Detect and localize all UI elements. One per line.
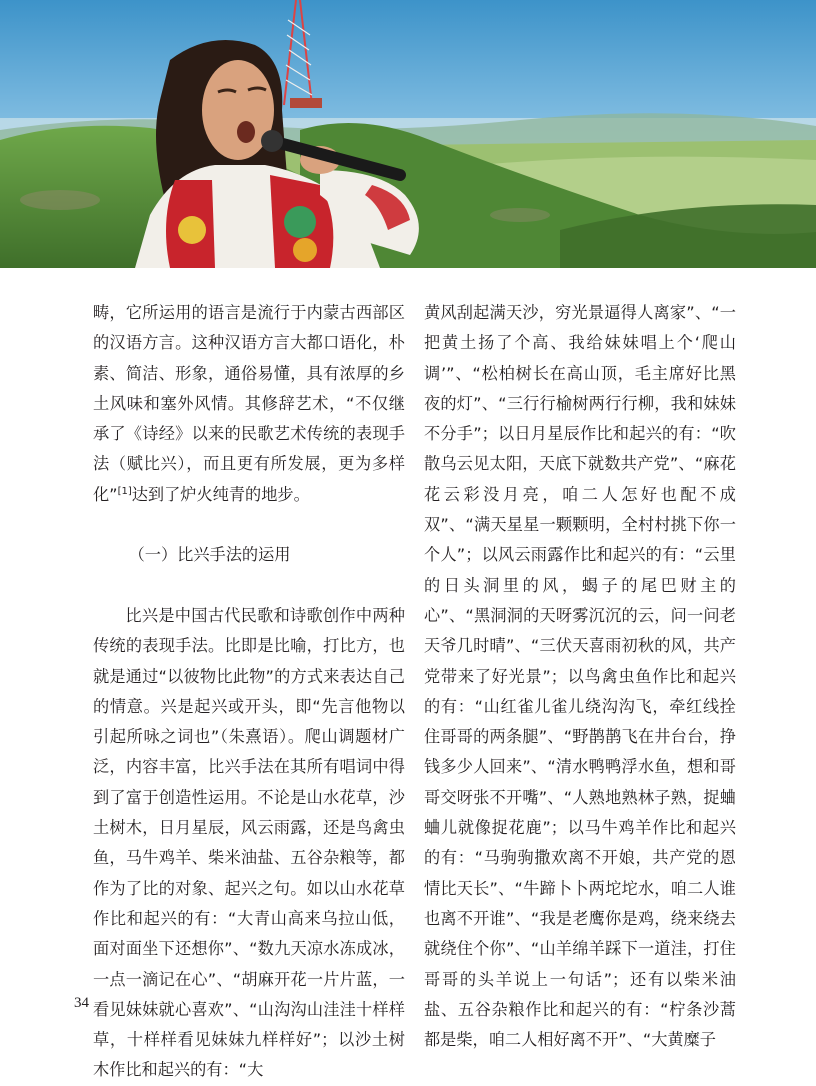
body-paragraph-continued: 黄风刮起满天沙，穷光景逼得人离家”、“一把黄土扬了个高、我给妹妹唱上个‘爬山调’”、“松柏树长在高山顶，毛主席好比黑夜的灯”、“三行行榆树两行行柳，我和妹妹不分手”；以日月星辰作比和起兴的有：“吹散乌云见太阳，天底下就数共产党”、“麻花花云彩没月亮，咱二人怎好也配不成双”、“满天星星一颗颗明，全村村挑下你一个人”；以风云雨露作比和起兴的有：“云里的日头洞里的风，蝎子的尾巴财主的心”、“黑洞洞的天呀雾沉沉的云，问一问老天爷几时晴”、“三伏天喜雨初秋的风，共产党带来了好光景”；以鸟禽虫鱼作比和起兴的有：“山红雀儿雀儿绕沟沟飞，牵红线拴住哥哥的两条腿”、“野鹊鹊飞在井台台，挣钱多少人回来”、“清水鸭鸭浮水鱼，想和哥哥交呀张不开嘴”、“人熟地熟林子熟，捉蛐蛐儿就像捉花鹿”；以马牛鸡羊作比和起兴的有：“马驹驹撒欢离不开娘，共产党的恩情比天长”、“牛蹄卜卜两坨坨水，咱二人谁也离不开谁”、“我是老鹰你是鸡，绕来绕去就绕住个你”、“山羊绵羊踩下一道洼，打住哥哥的头羊说上一句话”；还有以柴米油盐、五谷杂粮作比和起兴的有：“柠条沙蒿都是柴，咱二人相好离不开”、“大黄糜子 [424,303,736,1050]
hero-photo [0,0,816,268]
page-number: 34 [74,995,89,1011]
singer-photo-icon [0,0,816,268]
body-paragraph: 比兴是中国古代民歌和诗歌创作中两种传统的表现手法。比即是比喻，打比方，也就是通过“以彼物比此物”的方式来表达自己的情意。兴是起兴或开头，即“先言他物以引起所咏之词也”（朱熹语）。爬山调题材广泛，内容丰富，比兴手法在其所有唱词中得到了富于创造性运用。不论是山水花草，沙土树木，日月星辰，风云雨露，还是鸟禽虫鱼，马牛鸡羊、柴米油盐、五谷杂粮等，都作为了比的对象、起兴之句。如以山水花草作比和起兴的有：“大青山高来乌拉山低，面对面坐下还想你”、“数九天凉水冻成冰，一点一滴记在心”、“胡麻开花一片片蓝，一看见妹妹就心喜欢”、“山沟沟山洼洼十样样草，十样样看见妹妹九样样好”；以沙土树木作比和起兴的有：“大 [93,605,405,1080]
right-column [424,298,736,1055]
intro-paragraph: 畴，它所运用的语言是流行于内蒙古西部区的汉语方言。这种汉语方言大都口语化，朴素、简洁、形象，通俗易懂，具有浓厚的乡土风味和塞外风情。其修辞艺术，“不仅继承了《诗经》以来的民歌艺术传统的表现手法（赋比兴），而且更有所发展，更为多样化”[1]达到了炉火纯青的地步。 [93,303,405,504]
section-heading: （一）比兴手法的运用 [128,545,291,565]
left-column [93,298,405,1086]
footnote-ref: [1] [117,485,132,497]
